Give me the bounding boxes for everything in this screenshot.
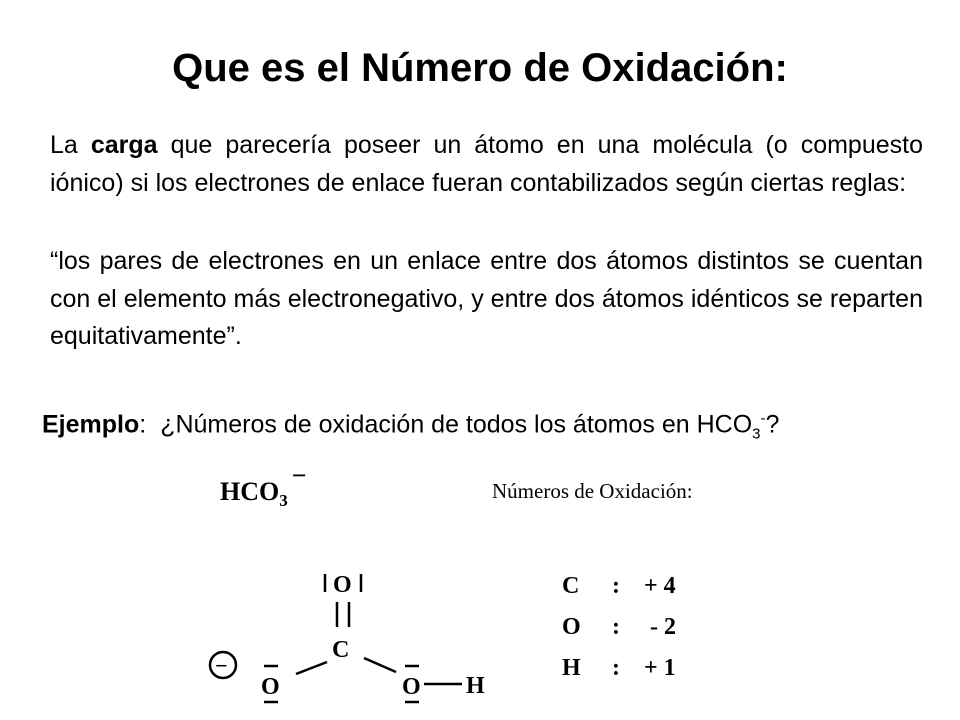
definition-text-end: que parecería poseer un átomo en una molécula (o compuesto iónico) si los electrones de enlace fueran contabilizados según ciertas reglas: [50, 131, 923, 197]
example-question-mark: ? [765, 410, 780, 439]
definition-text-start: La [50, 131, 91, 159]
single-bond-left [296, 662, 327, 674]
row-value: + 1 [644, 655, 676, 681]
row-element: O [562, 614, 581, 640]
atom-c: C [332, 637, 350, 663]
row-value: - 2 [650, 614, 676, 640]
row-element: C [562, 573, 580, 599]
example-label: Ejemplo [42, 410, 140, 439]
example-question-text: ¿Números de oxidación de todos los átomos en HCO [160, 410, 753, 439]
row-separator: : [612, 655, 620, 681]
definition-paragraph [50, 127, 923, 202]
row-value: + 4 [644, 573, 676, 599]
oxidation-table [562, 573, 676, 681]
row-separator: : [612, 573, 620, 599]
atom-o-left: O [261, 674, 280, 700]
atom-h: H [466, 673, 485, 699]
page-title: Que es el Número de Oxidación: [172, 46, 788, 90]
example-superscript: - [760, 410, 766, 427]
charge-minus: − [215, 653, 228, 678]
row-element: H [562, 655, 581, 681]
formula-text: $HCO_3-$ [220, 462, 307, 510]
example-colon: : [139, 410, 147, 439]
atom-o-top: O [333, 572, 352, 598]
table-title: Números de Oxidación: [492, 479, 693, 503]
example-question [42, 400, 892, 452]
row-separator: : [612, 614, 620, 640]
definition-bold-term: carga [90, 131, 158, 159]
atom-o-right: O [402, 674, 421, 700]
oxidation-figure [200, 462, 720, 720]
rule-quote-paragraph: “los pares de electrones en un enlace entre dos átomos distintos se cuentan con el elemento más electronegativo, y entre dos átomos idénticos se reparten equitativamente”. [50, 247, 923, 350]
single-bond-right [364, 658, 396, 672]
example-subscript: 3 [752, 425, 761, 443]
